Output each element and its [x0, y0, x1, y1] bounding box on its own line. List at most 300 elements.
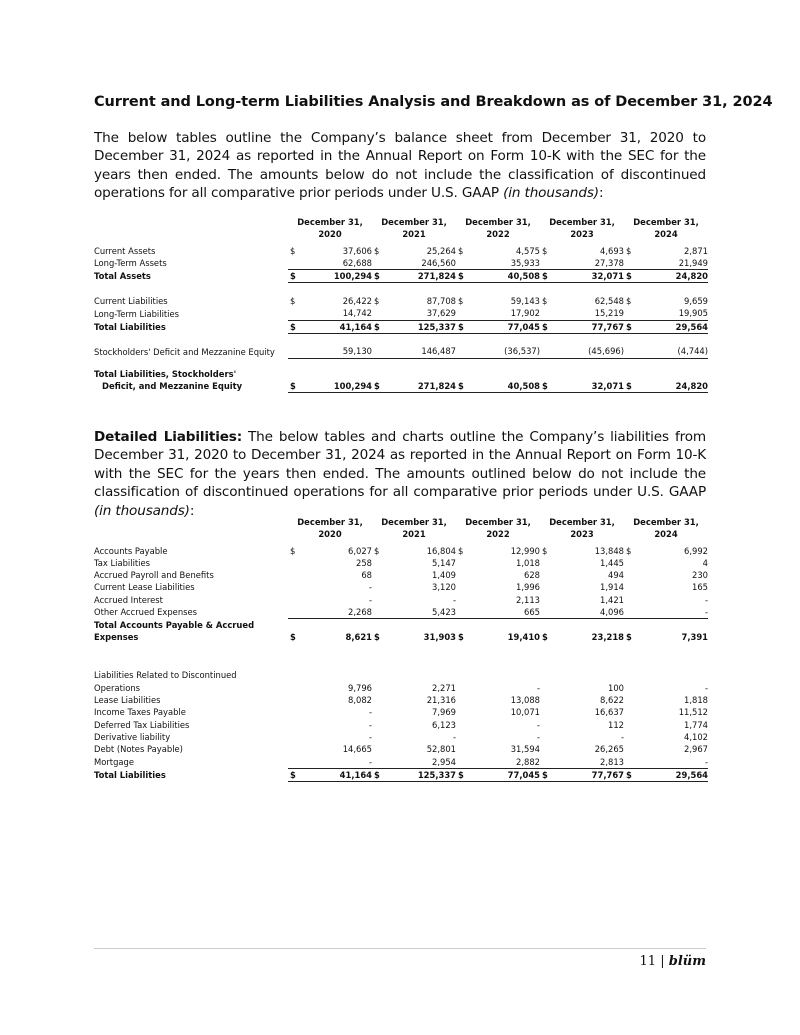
balance-sheet-table [94, 216, 708, 393]
value-cell: 3,120 [432, 582, 456, 593]
currency-symbol [288, 706, 300, 718]
column-header-year: 2024 [654, 229, 678, 240]
value-cell: 1,774 [684, 719, 708, 730]
page-footer [640, 954, 706, 969]
column-header-year: 2020 [318, 529, 342, 540]
header-row-year [94, 228, 708, 240]
currency-symbol: $ [626, 245, 632, 256]
currency-symbol [372, 669, 384, 694]
currency-symbol: $ [290, 295, 296, 306]
value-cell: 2,271 [432, 682, 456, 693]
currency-symbol [456, 594, 468, 606]
currency-symbol: $ [288, 270, 300, 283]
detail-bold-lead: Detailed Liabilities: [94, 429, 242, 445]
currency-symbol: $ [374, 545, 380, 556]
value-cell: - [368, 707, 372, 718]
row-label-line1: Total Liabilities, Stockholders' [94, 369, 237, 380]
value-cell: 12,990 [510, 545, 540, 556]
table-row [94, 581, 708, 593]
value-cell: 37,629 [384, 307, 456, 320]
currency-symbol: $ [626, 295, 632, 306]
currency-symbol [540, 345, 552, 358]
value-cell: 9,796 [348, 682, 372, 693]
table-row [94, 307, 708, 320]
value-cell: (4,744) [636, 345, 708, 358]
value-cell: 628 [524, 570, 540, 581]
detail-end: : [189, 502, 195, 519]
currency-symbol: $ [456, 368, 468, 393]
value-cell: 100,294 [300, 270, 372, 283]
currency-symbol [372, 694, 384, 706]
currency-symbol [372, 594, 384, 606]
column-header-date: December 31, [633, 517, 699, 527]
currency-symbol [372, 307, 384, 320]
currency-symbol [456, 706, 468, 718]
currency-symbol [456, 345, 468, 358]
value-cell: 62,688 [300, 257, 372, 270]
value-cell: 52,801 [426, 744, 456, 755]
value-cell: 8,082 [348, 695, 372, 706]
value-cell: 19,410 [507, 632, 540, 643]
header-blank [94, 528, 288, 540]
currency-symbol: $ [542, 245, 548, 256]
currency-symbol [540, 257, 552, 270]
value-cell: 25,264 [426, 245, 456, 256]
row-label-line2: Operations [94, 682, 141, 693]
value-cell: 87,708 [426, 295, 456, 306]
currency-symbol [288, 694, 300, 706]
value-cell: 4,693 [600, 245, 624, 256]
table-row [94, 295, 708, 307]
column-header-year: 2020 [318, 229, 342, 240]
value-cell: 21,949 [636, 257, 708, 270]
currency-symbol [372, 719, 384, 731]
header-row-date [94, 516, 708, 528]
value-cell: - [368, 719, 372, 730]
page-heading: Current and Long-term Liabilities Analysis and Breakdown as of December 31, 2024 [94, 94, 773, 110]
value-cell: 31,903 [423, 632, 456, 643]
currency-symbol [624, 257, 636, 270]
currency-symbol [288, 719, 300, 731]
currency-symbol [372, 345, 384, 358]
currency-symbol: $ [374, 295, 380, 306]
column-header-year: 2022 [486, 529, 510, 540]
intro-italic: (in thousands) [503, 185, 599, 202]
currency-symbol [288, 731, 300, 743]
currency-symbol: $ [456, 320, 468, 333]
value-cell: 16,804 [426, 545, 456, 556]
currency-symbol: $ [456, 270, 468, 283]
value-cell: - [452, 594, 456, 605]
currency-symbol [624, 557, 636, 569]
currency-symbol: $ [458, 245, 464, 256]
value-cell: - [536, 719, 540, 730]
value-cell: - [620, 731, 624, 742]
currency-symbol [288, 743, 300, 755]
currency-symbol [288, 257, 300, 270]
currency-symbol [456, 694, 468, 706]
value-cell: 21,316 [426, 695, 456, 706]
column-header-date: December 31, [297, 517, 363, 527]
header-blank [94, 228, 288, 240]
currency-symbol [456, 719, 468, 731]
detail-paragraph [94, 428, 706, 520]
value-cell: 8,622 [600, 695, 624, 706]
value-cell: 165 [692, 582, 708, 593]
value-cell: 59,143 [510, 295, 540, 306]
header-row-date [94, 216, 708, 228]
value-cell: 125,337 [384, 320, 456, 333]
currency-symbol [288, 345, 300, 358]
value-cell: 27,378 [552, 257, 624, 270]
value-cell: 41,164 [300, 320, 372, 333]
value-cell: 6,027 [348, 545, 372, 556]
value-cell: (45,696) [552, 345, 624, 358]
currency-symbol [456, 569, 468, 581]
currency-symbol: $ [372, 320, 384, 333]
currency-symbol [288, 756, 300, 769]
table-row [94, 345, 708, 358]
value-cell: 77,767 [552, 768, 624, 781]
table-row [94, 731, 708, 743]
value-cell: 29,564 [636, 320, 708, 333]
value-cell: 9,659 [684, 295, 708, 306]
currency-symbol [288, 569, 300, 581]
value-cell: - [536, 682, 540, 693]
currency-symbol: $ [626, 545, 632, 556]
currency-symbol: $ [542, 295, 548, 306]
table-row [94, 619, 708, 644]
currency-symbol [540, 307, 552, 320]
value-cell: 41,164 [300, 768, 372, 781]
table-row [94, 768, 708, 781]
value-cell: - [452, 731, 456, 742]
value-cell: 35,933 [468, 257, 540, 270]
currency-symbol: $ [372, 270, 384, 283]
row-spacer [94, 643, 708, 669]
currency-symbol [372, 569, 384, 581]
column-header-date: December 31, [465, 217, 531, 227]
currency-symbol [288, 606, 300, 619]
page-number: 11 [639, 954, 657, 969]
table-row [94, 743, 708, 755]
value-cell: - [368, 582, 372, 593]
currency-symbol [624, 345, 636, 358]
value-cell: 68 [361, 570, 372, 581]
value-cell: 29,564 [636, 768, 708, 781]
row-label: Tax Liabilities [94, 557, 151, 568]
value-cell: 77,767 [552, 320, 624, 333]
value-cell: 5,423 [384, 606, 456, 619]
value-cell: 1,818 [684, 695, 708, 706]
value-cell: 100,294 [300, 368, 372, 393]
row-label-line1: Total Accounts Payable & Accrued [94, 619, 255, 630]
value-cell: 1,996 [516, 582, 540, 593]
currency-symbol [372, 606, 384, 619]
table-row [94, 245, 708, 257]
column-header-year: 2024 [654, 529, 678, 540]
currency-symbol: $ [626, 632, 632, 643]
value-cell: 77,045 [468, 320, 540, 333]
row-label: Debt (Notes Payable) [94, 744, 183, 755]
value-cell: 24,820 [636, 270, 708, 283]
currency-symbol [456, 743, 468, 755]
value-cell: - [300, 756, 372, 769]
value-cell: 4,096 [552, 606, 624, 619]
currency-symbol [624, 743, 636, 755]
value-cell: 100 [608, 682, 624, 693]
currency-symbol [540, 756, 552, 769]
intro-paragraph [94, 129, 706, 203]
currency-symbol: $ [540, 368, 552, 393]
value-cell: 1,421 [600, 594, 624, 605]
value-cell: 665 [468, 606, 540, 619]
value-cell: 2,954 [384, 756, 456, 769]
value-cell: - [636, 606, 708, 619]
currency-symbol [624, 594, 636, 606]
table-row [94, 569, 708, 581]
value-cell: 14,742 [300, 307, 372, 320]
column-header-year: 2023 [570, 529, 594, 540]
row-label: Current Liabilities [94, 295, 168, 306]
row-label: Long-Term Liabilities [94, 308, 180, 319]
currency-symbol [456, 557, 468, 569]
currency-symbol [624, 581, 636, 593]
footer-rule [94, 948, 706, 949]
currency-symbol: $ [290, 545, 296, 556]
value-cell: 494 [608, 570, 624, 581]
value-cell: 8,621 [345, 632, 372, 643]
currency-symbol [624, 719, 636, 731]
row-label: Accrued Interest [94, 594, 163, 605]
currency-symbol: $ [374, 245, 380, 256]
table-row [94, 756, 708, 769]
row-label: Long-Term Assets [94, 258, 167, 269]
currency-symbol: $ [542, 632, 548, 643]
table-row [94, 606, 708, 619]
currency-symbol: $ [288, 768, 300, 781]
row-label [94, 619, 288, 644]
column-header-date: December 31, [633, 217, 699, 227]
table-row [94, 545, 708, 557]
column-header-year: 2021 [402, 229, 426, 240]
value-cell: - [368, 594, 372, 605]
table-row [94, 719, 708, 731]
currency-symbol: $ [288, 320, 300, 333]
currency-symbol [372, 706, 384, 718]
value-cell: 2,882 [468, 756, 540, 769]
currency-symbol [456, 257, 468, 270]
currency-symbol [288, 581, 300, 593]
column-header-date: December 31, [297, 217, 363, 227]
value-cell: 77,045 [468, 768, 540, 781]
column-header-year: 2022 [486, 229, 510, 240]
currency-symbol [624, 706, 636, 718]
column-header-date: December 31, [381, 217, 447, 227]
currency-symbol [372, 581, 384, 593]
currency-symbol [456, 307, 468, 320]
detail-text: The below tables and charts outline the Company’s liabilities from December 31, 2020 to December 31, 2024 as reported in the Annual Report on Form 10-K with the SEC for the years then ended. The amounts outlined below do not include the classification of discontinued operations for all comparative prior periods under U.S. GAAP [94, 429, 706, 501]
currency-symbol [540, 594, 552, 606]
currency-symbol [288, 669, 300, 694]
currency-symbol [540, 731, 552, 743]
value-cell: 125,337 [384, 768, 456, 781]
row-label: Deferred Tax Liabilities [94, 719, 190, 730]
currency-symbol: $ [540, 320, 552, 333]
currency-symbol [456, 669, 468, 694]
row-label: Total Liabilities [94, 769, 166, 780]
table-row [94, 368, 708, 393]
brand-logo-text: blüm [668, 954, 706, 969]
row-label [94, 669, 288, 694]
detailed-liabilities-table [94, 516, 708, 782]
value-cell: 13,848 [594, 545, 624, 556]
value-cell: - [636, 756, 708, 769]
value-cell: - [368, 731, 372, 742]
currency-symbol: $ [458, 632, 464, 643]
value-cell: 1,914 [600, 582, 624, 593]
value-cell: 4 [702, 557, 708, 568]
value-cell: 2,871 [684, 245, 708, 256]
table-row [94, 557, 708, 569]
currency-symbol [624, 606, 636, 619]
column-header-year: 2021 [402, 529, 426, 540]
value-cell: 112 [608, 719, 624, 730]
currency-symbol: $ [624, 368, 636, 393]
value-cell: 32,071 [552, 270, 624, 283]
currency-symbol [540, 557, 552, 569]
value-cell: 7,969 [432, 707, 456, 718]
currency-symbol [624, 307, 636, 320]
value-cell: 271,824 [384, 368, 456, 393]
value-cell: 31,594 [510, 744, 540, 755]
value-cell: 26,265 [594, 744, 624, 755]
currency-symbol [372, 257, 384, 270]
currency-symbol [288, 594, 300, 606]
value-cell: 24,820 [636, 368, 708, 393]
row-label [94, 368, 288, 393]
value-cell: 37,606 [342, 245, 372, 256]
currency-symbol [372, 756, 384, 769]
value-cell: 2,967 [684, 744, 708, 755]
currency-symbol [456, 756, 468, 769]
value-cell: 14,665 [342, 744, 372, 755]
currency-symbol [456, 606, 468, 619]
currency-symbol [540, 606, 552, 619]
intro-text: The below tables outline the Company’s balance sheet from December 31, 2020 to December 31, 2024 as reported in the Annual Report on Form 10-K with the SEC for the years then ended. The amounts below do not include the classification of discontinued operations for all comparative prior periods under U.S. GAAP [94, 130, 706, 202]
value-cell: 32,071 [552, 368, 624, 393]
row-spacer [94, 283, 708, 295]
row-label: Total Liabilities [94, 321, 166, 332]
row-label: Mortgage [94, 756, 134, 767]
currency-symbol: $ [624, 768, 636, 781]
row-spacer [94, 358, 708, 368]
value-cell: 2,113 [516, 594, 540, 605]
table-row [94, 594, 708, 606]
currency-symbol [624, 731, 636, 743]
value-cell: 17,902 [468, 307, 540, 320]
currency-symbol: $ [290, 632, 296, 643]
value-cell: - [704, 682, 708, 693]
currency-symbol: $ [540, 768, 552, 781]
table-row [94, 706, 708, 718]
value-cell: 246,560 [384, 257, 456, 270]
value-cell: 1,409 [432, 570, 456, 581]
row-label: Current Assets [94, 245, 156, 256]
value-cell: 271,824 [384, 270, 456, 283]
column-header-date: December 31, [465, 517, 531, 527]
value-cell: 13,088 [510, 695, 540, 706]
column-header-date: December 31, [549, 517, 615, 527]
value-cell: - [704, 594, 708, 605]
currency-symbol [624, 694, 636, 706]
currency-symbol [288, 557, 300, 569]
footer-separator: | [660, 954, 665, 969]
row-label: Lease Liabilities [94, 695, 161, 706]
value-cell: 11,512 [678, 707, 708, 718]
currency-symbol [540, 569, 552, 581]
table-row [94, 320, 708, 333]
currency-symbol [456, 731, 468, 743]
value-cell: 15,219 [552, 307, 624, 320]
value-cell: 230 [692, 570, 708, 581]
table-row [94, 257, 708, 270]
row-label-line2: Expenses [94, 632, 139, 643]
value-cell: 10,071 [510, 707, 540, 718]
value-cell: 258 [356, 557, 372, 568]
column-header-date: December 31, [381, 517, 447, 527]
currency-symbol [540, 581, 552, 593]
value-cell: 40,508 [468, 270, 540, 283]
currency-symbol: $ [624, 320, 636, 333]
row-label: Other Accrued Expenses [94, 607, 198, 618]
row-label-line2: Deficit, and Mezzanine Equity [102, 381, 243, 392]
currency-symbol: $ [456, 768, 468, 781]
value-cell: - [536, 731, 540, 742]
detail-italic: (in thousands) [94, 502, 190, 519]
value-cell: 40,508 [468, 368, 540, 393]
header-row-year [94, 528, 708, 540]
value-cell: (36,537) [468, 345, 540, 358]
value-cell: 2,813 [552, 756, 624, 769]
currency-symbol [540, 669, 552, 694]
value-cell: 5,147 [432, 557, 456, 568]
value-cell: 59,130 [300, 345, 372, 358]
currency-symbol: $ [540, 270, 552, 283]
currency-symbol [456, 581, 468, 593]
row-label: Derivative liability [94, 731, 171, 742]
value-cell: 26,422 [342, 295, 372, 306]
table-row [94, 669, 708, 694]
value-cell: 6,992 [684, 545, 708, 556]
currency-symbol: $ [290, 245, 296, 256]
value-cell: 4,102 [684, 731, 708, 742]
currency-symbol [540, 743, 552, 755]
table-row [94, 694, 708, 706]
header-blank [94, 216, 288, 228]
value-cell: 146,487 [384, 345, 456, 358]
currency-symbol: $ [458, 545, 464, 556]
currency-symbol: $ [624, 270, 636, 283]
row-label: Accounts Payable [94, 545, 168, 556]
value-cell: 2,268 [300, 606, 372, 619]
intro-end: : [598, 185, 604, 202]
row-spacer [94, 333, 708, 345]
column-header-year: 2023 [570, 229, 594, 240]
value-cell: 6,123 [432, 719, 456, 730]
currency-symbol [624, 756, 636, 769]
value-cell: 23,218 [591, 632, 624, 643]
